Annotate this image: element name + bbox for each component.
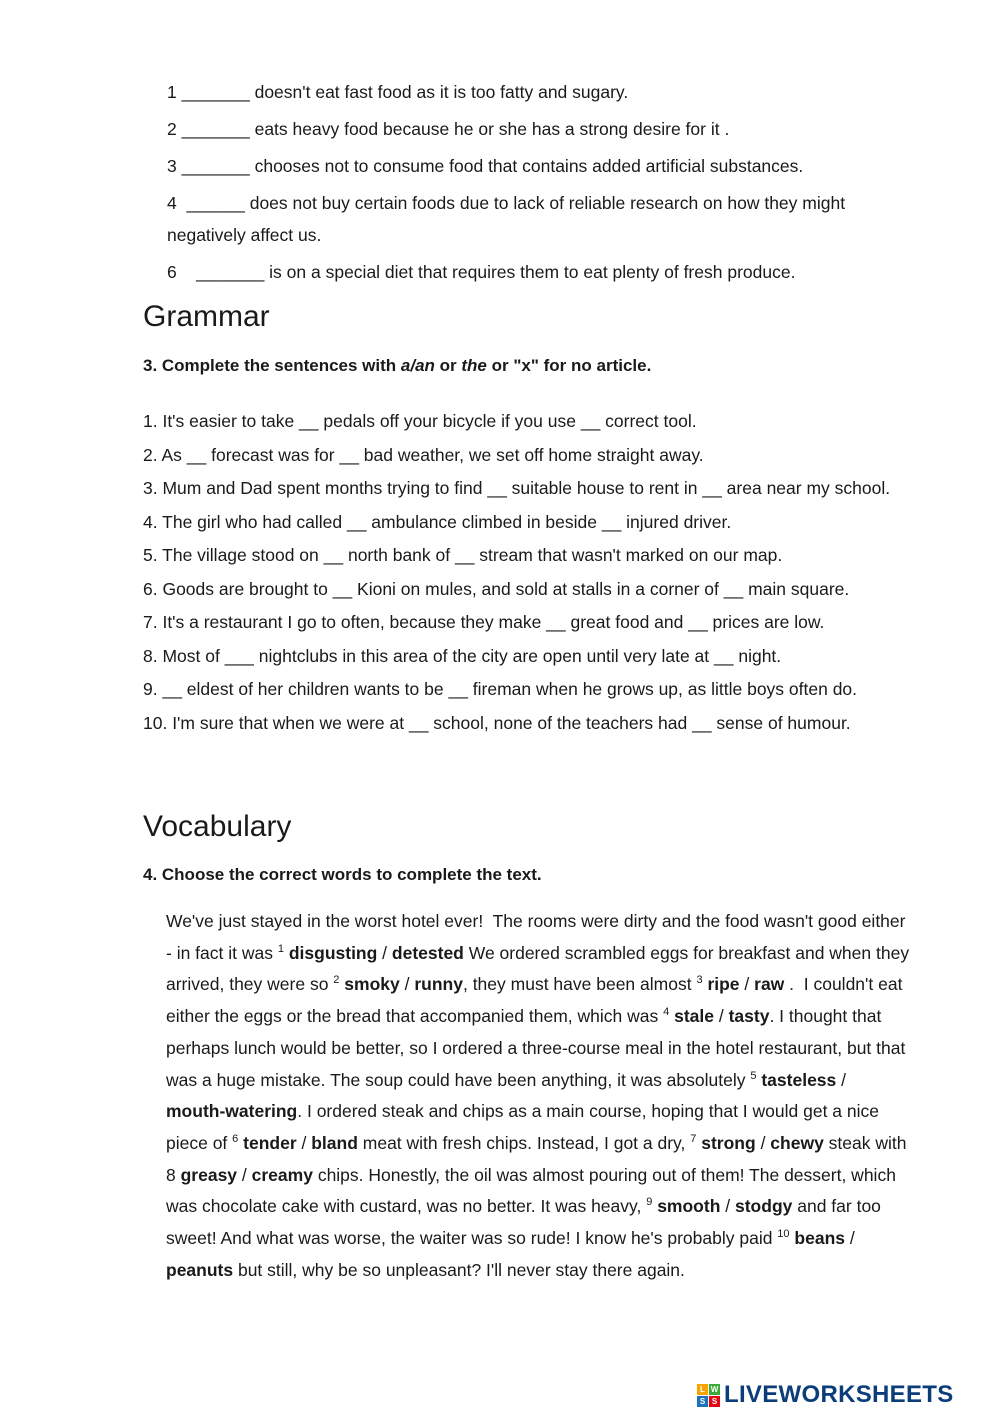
definitions-list (167, 76, 967, 293)
gap-number: 3 (696, 974, 703, 987)
option-word[interactable]: stodgy (735, 1196, 793, 1217)
logo-text: LIVEWORKSHEETS (724, 1381, 954, 1408)
grammar-instruction: 3. Complete the sentences with a/an or the or "x" for no article. (143, 356, 652, 375)
option-word[interactable]: creamy (251, 1164, 313, 1185)
logo-tile: S (697, 1396, 708, 1407)
definition-item-1: 1 _______ doesn't eat fast food as it is too fatty and sugary. (167, 82, 629, 102)
text-line: perhaps lunch would be better, so I ordered a three-course meal in the hotel restaurant, but that (166, 1037, 906, 1058)
text-line: peanuts but still, why be so unpleasant? I'll never stay there again. (166, 1259, 685, 1280)
gap-number: 4 (663, 1006, 670, 1019)
gap-number: 5 (750, 1069, 757, 1082)
option-word[interactable]: smoky (344, 974, 400, 995)
grammar-sentence-5: 5. The village stood on __ north bank of __ stream that wasn't marked on our map. (143, 545, 783, 565)
option-word[interactable]: tender (243, 1132, 297, 1153)
option-word[interactable]: peanuts (166, 1259, 234, 1280)
text-line: was chocolate cake with custard, was no better. It was heavy, $^9$ smooth / stodgy and far too (166, 1196, 881, 1217)
option-word[interactable]: runny (414, 974, 463, 995)
gap-number: 7 (690, 1132, 697, 1145)
option-word[interactable]: raw (754, 974, 785, 995)
option-word[interactable]: strong (701, 1132, 756, 1153)
gap-number: 6 (232, 1132, 239, 1145)
text-line: arrived, they were so $^2$ smoky / runny, they must have been almost $^3$ ripe / raw . I couldn't eat (166, 974, 903, 995)
definition-item-2: 2 _______ eats heavy food because he or she has a strong desire for it . (167, 119, 730, 139)
grammar-sentences (143, 408, 973, 743)
liveworksheets-logo (697, 1380, 954, 1410)
logo-tile: L (697, 1384, 708, 1395)
grammar-sentence-6: 6. Goods are brought to __ Kioni on mules, and sold at stalls in a corner of __ main square. (143, 578, 850, 599)
gap-number: 1 (277, 942, 284, 955)
text-line: mouth-watering. I ordered steak and chips as a main course, hoping that I would get a nice (166, 1101, 879, 1122)
text-line: was a huge mistake. The soup could have been anything, it was absolutely $^5$ tasteless / (166, 1069, 847, 1090)
text-line: We've just stayed in the worst hotel ever! The rooms were dirty and the food wasn't good either (166, 911, 906, 931)
logo-tile: S (709, 1396, 720, 1407)
option-word[interactable]: bland (311, 1132, 358, 1153)
option-word[interactable]: beans (794, 1228, 845, 1249)
option-word[interactable]: tasteless (761, 1069, 837, 1090)
definition-item-4: 4 ______ does not buy certain foods due to lack of reliable research on how they might (167, 193, 846, 213)
option-word[interactable]: greasy (180, 1164, 238, 1185)
grammar-heading: Grammar (143, 300, 270, 333)
option-word[interactable]: stale (674, 1006, 714, 1027)
grammar-sentence-8: 8. Most of ___ nightclubs in this area of the city are open until very late at __ night. (143, 645, 782, 666)
definition-item-6: 6 _______ is on a special diet that requires them to eat plenty of fresh produce. (167, 262, 796, 282)
option-word[interactable]: smooth (657, 1196, 721, 1217)
vocabulary-text (166, 906, 966, 1286)
grammar-sentence-1: 1. It's easier to take __ pedals off your bicycle if you use __ correct tool. (143, 411, 697, 431)
grammar-sentence-2: 2. As __ forecast was for __ bad weather, we set off home straight away. (143, 444, 704, 465)
grammar-sentence-7: 7. It's a restaurant I go to often, because they make __ great food and __ prices are low. (143, 612, 825, 632)
vocabulary-instruction: 4. Choose the correct words to complete the text. (143, 865, 542, 884)
grammar-sentence-4: 4. The girl who had called __ ambulance climbed in beside __ injured driver. (143, 511, 732, 532)
definition-item-4-continued: negatively affect us. (167, 225, 322, 245)
text-line: 8 greasy / creamy chips. Honestly, the oil was almost pouring out of them! The dessert, which (166, 1164, 896, 1185)
text-line: sweet! And what was worse, the waiter was so rude! I know he's probably paid $^{10}$ beans / (166, 1228, 855, 1249)
grammar-sentence-3: 3. Mum and Dad spent months trying to find __ suitable house to rent in __ area near my school. (143, 478, 891, 498)
grammar-sentence-9: 9. __ eldest of her children wants to be __ fireman when he grows up, as little boys often do. (143, 679, 858, 699)
option-word[interactable]: chewy (770, 1132, 824, 1153)
definition-item-3: 3 _______ chooses not to consume food that contains added artificial substances. (167, 156, 804, 176)
logo-mark-icon (697, 1384, 720, 1407)
gap-number: 9 (646, 1196, 653, 1209)
option-word[interactable]: ripe (707, 974, 740, 995)
option-word[interactable]: tasty (728, 1006, 770, 1027)
text-line: either the eggs or the bread that accompanied them, which was $^4$ stale / tasty. I thought that (166, 1006, 882, 1027)
option-word[interactable]: disgusting (288, 942, 378, 963)
gap-number: 10 (777, 1228, 790, 1241)
logo-tile: W (710, 1384, 719, 1394)
option-word[interactable]: detested (391, 942, 464, 963)
text-line: piece of $^6$ tender / bland meat with fresh chips. Instead, I got a dry, $^7$ strong / chewy steak with (166, 1132, 907, 1153)
text-line: - in fact it was $^1$ disgusting / detested We ordered scrambled eggs for breakfast and when they (166, 942, 910, 963)
gap-number: 2 (333, 974, 340, 987)
option-word[interactable]: mouth-watering (166, 1101, 298, 1122)
vocabulary-heading: Vocabulary (143, 810, 292, 843)
grammar-sentence-10: 10. I'm sure that when we were at __ school, none of the teachers had __ sense of humour. (143, 712, 851, 733)
